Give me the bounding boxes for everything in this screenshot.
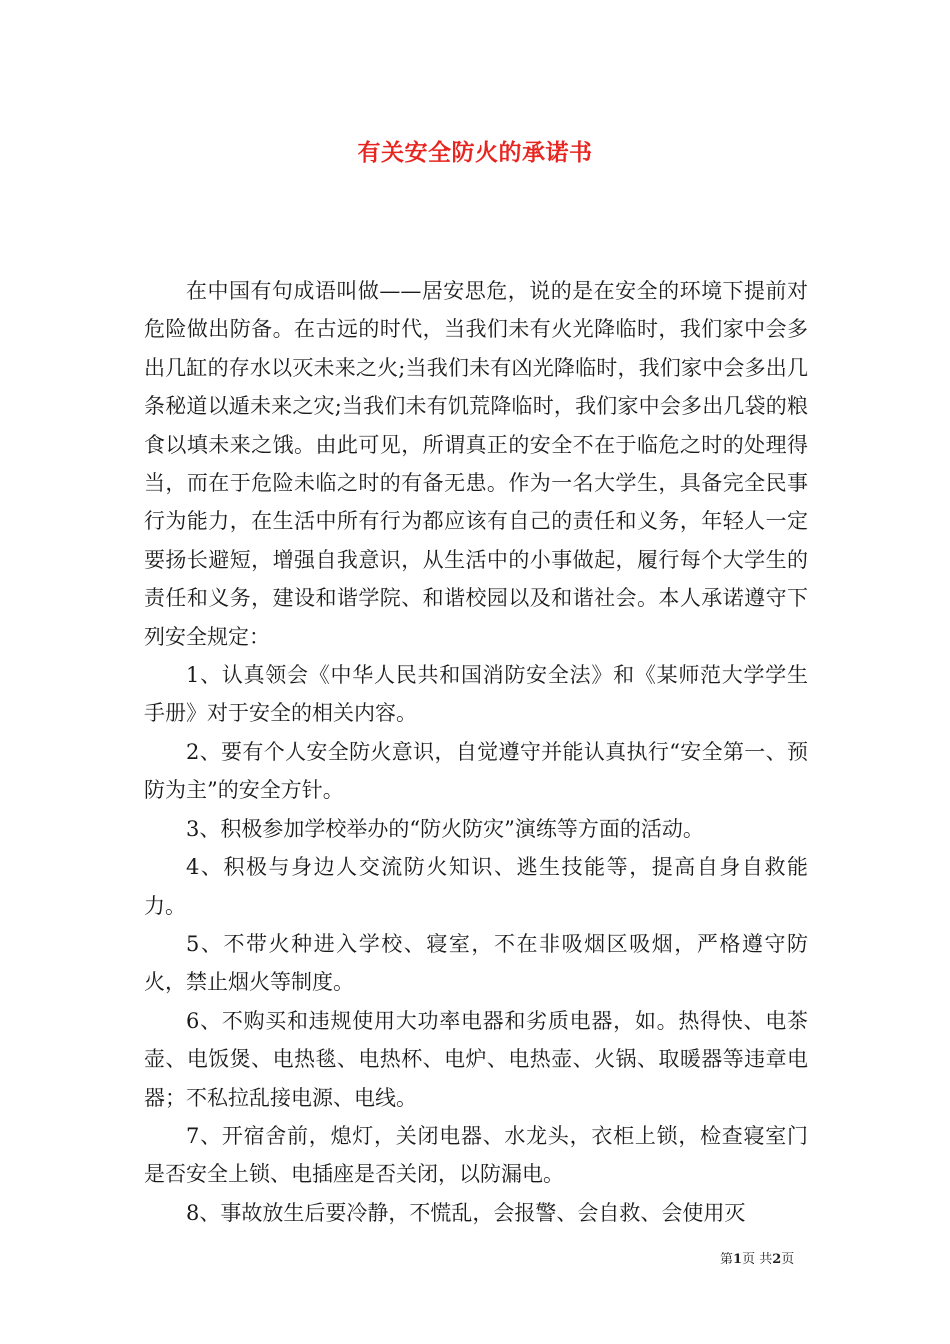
footer-prefix: 第 [720, 1252, 734, 1267]
page-title: 有关安全防火的承诺书 [357, 139, 593, 166]
footer-middle: 页 共 [742, 1252, 773, 1267]
footer-current-page: 1 [733, 1252, 743, 1267]
paragraph-item-6: 6、不购买和违规使用大功率电器和劣质电器，如。热得快、电茶壶、电饭煲、电热毯、电热杯、电炉、电热壶、火锅、取暖器等违章电器；不私拉乱接电源、电线。 [144, 1008, 808, 1110]
document-body [144, 272, 808, 1232]
paragraph-item-1: 1、认真领会《中华人民共和国消防安全法》和《某师范大学学生手册》对于安全的相关内容。 [144, 663, 808, 726]
paragraph-intro: 在中国有句成语叫做——居安思危，说的是在安全的环境下提前对危险做出防备。在古远的时代，当我们未有火光降临时，我们家中会多出几缸的存水以灭未来之火;当我们未有凶光降临时，我们家中会多出几条秘道以遁未来之灾;当我们未有饥荒降临时，我们家中会多出几袋的粮食以填未来之饿。由此可见，所谓真正的安全不在于临危之时的处理得当，而在于危险未临之时的有备无患。作为一名大学生，具备完全民事行为能力，在生活中所有行为都应该有自己的责任和义务，年轻人一定要扬长避短，增强自我意识，从生活中的小事做起，履行每个大学生的责任和义务，建设和谐学院、和谐校园以及和谐社会。本人承诺遵守下列安全规定： [144, 279, 808, 649]
paragraph-item-2: 2、要有个人安全防火意识，自觉遵守并能认真执行“安全第一、预防为主”的安全方针。 [144, 739, 808, 803]
footer-total-pages: 2 [772, 1252, 782, 1267]
footer-suffix: 页 [781, 1252, 795, 1267]
paragraph-item-7: 7、开宿舍前，熄灯，关闭电器、水龙头，衣柜上锁，检查寝室门是否安全上锁、电插座是否关闭，以防漏电。 [144, 1123, 808, 1187]
page-footer [720, 1248, 840, 1267]
paragraph-item-3: 3、积极参加学校举办的“防火防灾”演练等方面的活动。 [186, 816, 704, 841]
paragraph-item-5: 5、不带火种进入学校、寝室，不在非吸烟区吸烟，严格遵守防火，禁止烟火等制度。 [144, 931, 808, 995]
paragraph-item-4: 4、积极与身边人交流防火知识、逃生技能等，提高自身自救能力。 [144, 855, 808, 918]
paragraph-item-8: 8、事故放生后要冷静，不慌乱，会报警、会自救、会使用灭 [186, 1200, 746, 1225]
